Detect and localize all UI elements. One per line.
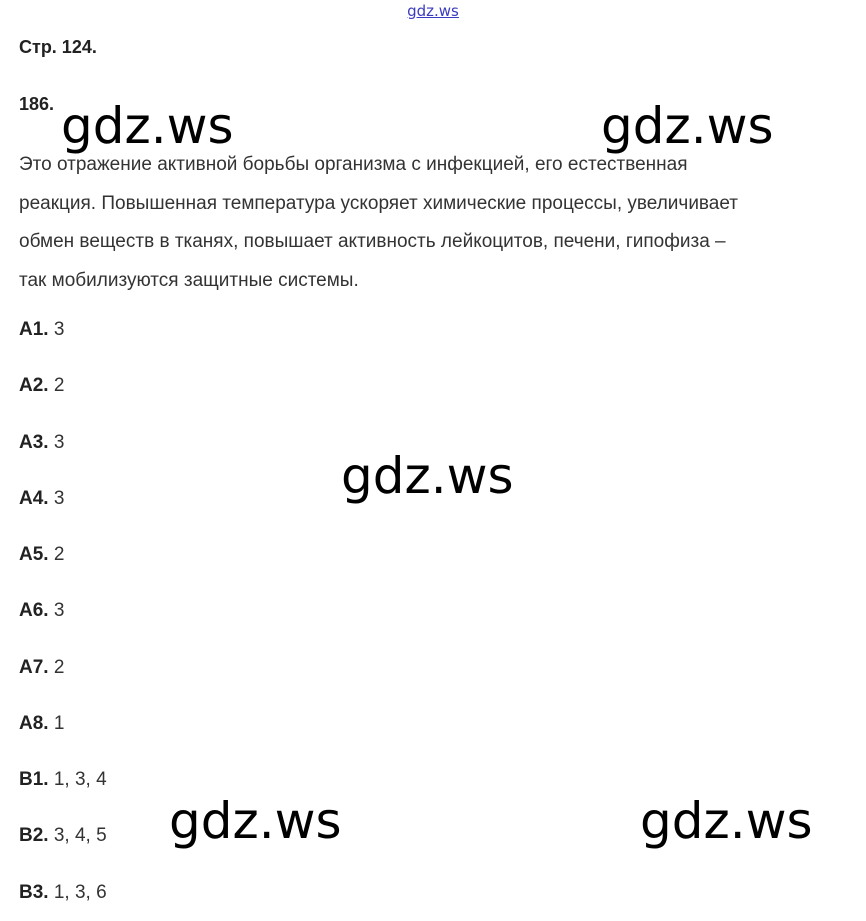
answer-value: 1, 3, 6 xyxy=(53,882,107,903)
watermark: gdz.ws xyxy=(601,97,774,155)
answer-a6 xyxy=(19,600,64,622)
answer-key: А3. xyxy=(19,432,49,453)
watermark: gdz.ws xyxy=(169,792,342,850)
answer-key: А7. xyxy=(19,657,49,678)
answer-a8 xyxy=(19,713,64,735)
answer-value: 2 xyxy=(53,544,65,565)
answer-a3 xyxy=(19,432,64,454)
answer-value: 1, 3, 4 xyxy=(53,769,107,790)
paragraph-line: Это отражение активной борьбы организма с инфекцией, его естественная xyxy=(19,154,688,175)
answer-value: 1 xyxy=(53,713,65,734)
watermark: gdz.ws xyxy=(61,97,234,155)
answer-value: 3 xyxy=(53,600,65,621)
answer-b1 xyxy=(19,769,107,791)
paragraph-line: реакция. Повышенная температура ускоряет химические процессы, увеличивает xyxy=(19,192,739,214)
watermark: gdz.ws xyxy=(640,792,813,850)
answer-paragraph xyxy=(19,146,849,300)
answer-a4 xyxy=(19,488,64,510)
site-link[interactable]: gdz.ws xyxy=(407,2,459,20)
answer-key: А2. xyxy=(19,375,49,396)
paragraph-line: так мобилизуются защитные системы. xyxy=(19,269,359,291)
page-reference: Стр. 124. xyxy=(19,37,97,57)
answer-key: В2. xyxy=(19,825,49,846)
answer-value: 3 xyxy=(53,432,65,453)
watermark: gdz.ws xyxy=(341,447,514,505)
answer-key: А6. xyxy=(19,600,49,621)
answer-key: В1. xyxy=(19,769,49,790)
answer-a5 xyxy=(19,544,64,566)
answer-key: В3. xyxy=(19,882,49,903)
answer-value: 3 xyxy=(53,319,65,340)
answer-b3 xyxy=(19,882,107,904)
answer-key: А5. xyxy=(19,544,49,565)
answer-key: А1. xyxy=(19,319,49,340)
answer-value: 3, 4, 5 xyxy=(53,825,107,846)
answer-value: 3 xyxy=(53,488,65,509)
answer-key: А4. xyxy=(19,488,49,509)
answer-value: 2 xyxy=(53,375,65,396)
answer-key: А8. xyxy=(19,713,49,734)
answer-a2 xyxy=(19,375,64,397)
paragraph-line: обмен веществ в тканях, повышает активность лейкоцитов, печени, гипофиза – xyxy=(19,231,726,252)
answer-a1 xyxy=(19,319,64,341)
task-number: 186. xyxy=(19,94,55,114)
answer-value: 2 xyxy=(53,657,65,678)
answer-a7 xyxy=(19,657,64,679)
answer-b2 xyxy=(19,825,107,847)
